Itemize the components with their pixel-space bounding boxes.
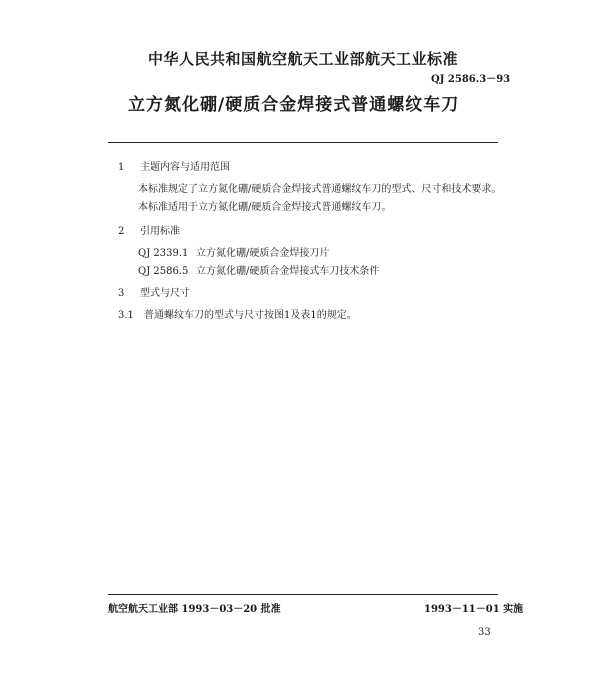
approval-date: 航空航天工业部 1993－03－20 批准: [108, 604, 281, 615]
reference-name: 立方氮化硼/硬质合金焊接式车刀技术条件: [196, 266, 380, 277]
reference-name: 立方氮化硼/硬质合金焊接刀片: [196, 248, 330, 259]
section-title: 引用标准: [140, 226, 180, 237]
clause-text: 普通螺纹车刀的型式与尺寸按图1及表1的规定。: [144, 310, 357, 321]
page-number: 33: [478, 627, 491, 638]
standard-number: QJ 2586.3－93: [431, 74, 511, 85]
clause-3-1: [118, 306, 357, 321]
section-number: 3: [118, 288, 125, 299]
clause-number: 3.1: [118, 310, 134, 321]
implementation-date: 1993－11－01 实施: [424, 604, 524, 615]
page-title: 立方氮化硼/硬质合金焊接式普通螺纹车刀: [128, 95, 460, 115]
section-title: 型式与尺寸: [140, 288, 190, 299]
section-title: 主题内容与适用范围: [140, 162, 230, 173]
section-number: 2: [118, 226, 125, 237]
section-heading: [118, 158, 230, 173]
section-number: 1: [118, 162, 125, 173]
section-heading: [118, 222, 180, 237]
footer-divider: [108, 594, 498, 595]
scope-paragraph: 本标准规定了立方氮化硼/硬质合金焊接式普通螺纹车刀的型式、尺寸和技术要求。: [138, 184, 502, 195]
section-heading: [118, 284, 190, 299]
reference-item: [138, 244, 329, 259]
header-divider: [108, 142, 498, 143]
issuing-authority: 中华人民共和国航空航天工业部航天工业标准: [148, 50, 459, 68]
reference-item: [138, 262, 379, 277]
reference-code: QJ 2586.5: [138, 266, 189, 277]
reference-code: QJ 2339.1: [138, 248, 189, 259]
scope-paragraph: 本标准适用于立方氮化硼/硬质合金焊接式普通螺纹车刀。: [138, 202, 392, 213]
